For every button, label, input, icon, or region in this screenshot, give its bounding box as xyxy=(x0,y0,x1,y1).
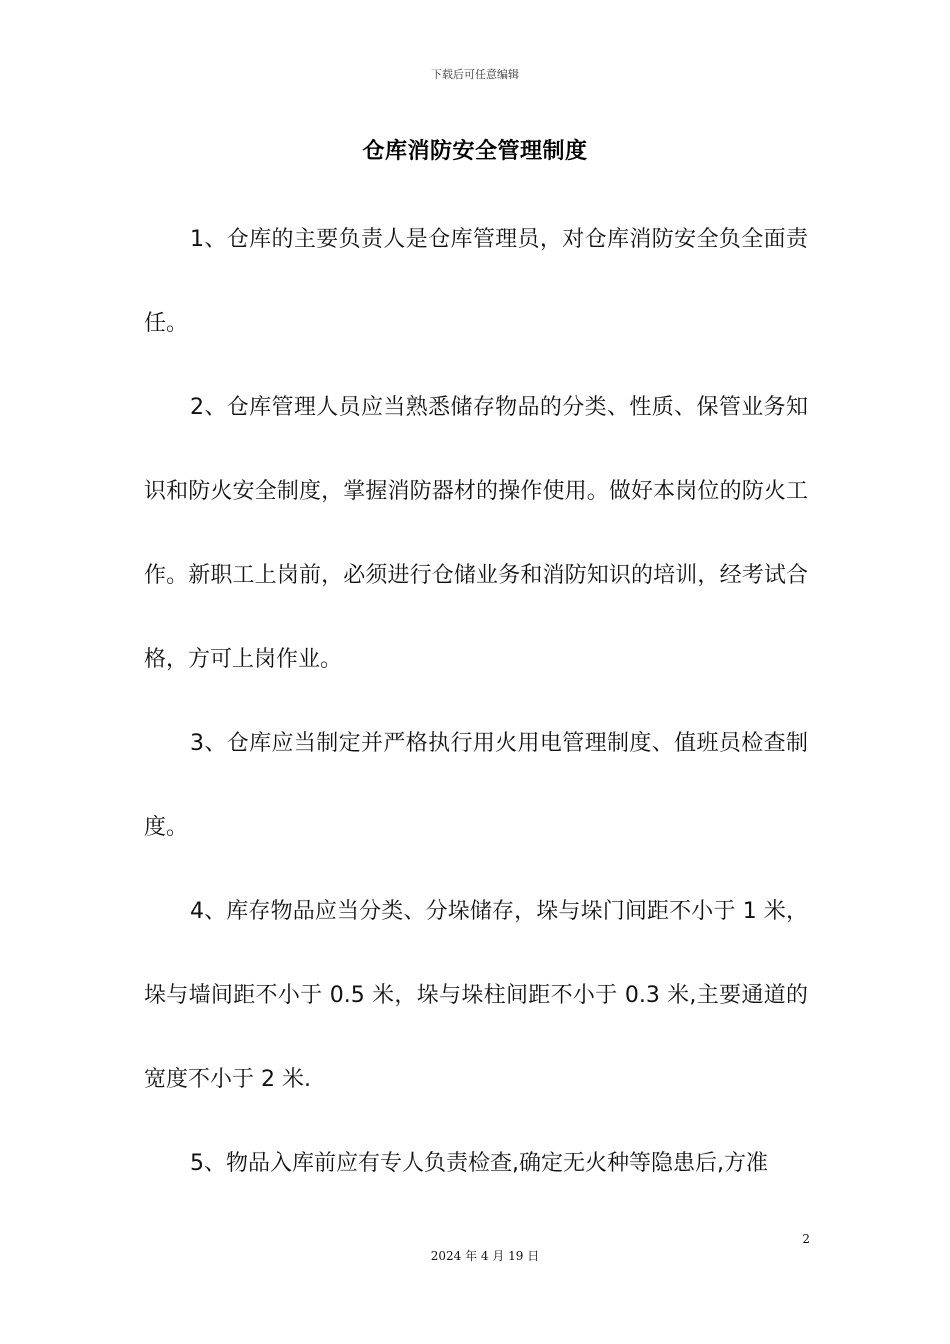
paragraph-4: 4、库存物品应当分类、分垛储存，垛与垛门间距不小于 1 米，垛与墙间距不小于 0.5 米，垛与垛柱间距不小于 0.3 米,主要通道的宽度不小于 2 米. xyxy=(144,899,808,1092)
page-number: 2 xyxy=(802,1232,810,1246)
document-title: 仓库消防安全管理制度 xyxy=(362,139,588,164)
paragraph-3: 3、仓库应当制定并严格执行用火用电管理制度、值班员检查制度。 xyxy=(144,731,808,840)
footer-date: 2024 年 4 月 19 日 xyxy=(430,1249,540,1263)
document-body xyxy=(144,198,808,1206)
paragraph-2: 2、仓库管理人员应当熟悉储存物品的分类、性质、保管业务知识和防火安全制度，掌握消防器材的操作使用。做好本岗位的防火工作。新职工上岗前，必须进行仓储业务和消防知识的培训，经考试合格，方可上岗作业。 xyxy=(144,395,808,672)
header-note: 下载后可任意编辑 xyxy=(431,68,519,81)
paragraph-5: 5、物品入库前应有专人负责检查,确定无火种等隐患后,方准 xyxy=(190,1151,768,1176)
paragraph-1: 1、仓库的主要负责人是仓库管理员，对仓库消防安全负全面责任。 xyxy=(144,227,808,336)
